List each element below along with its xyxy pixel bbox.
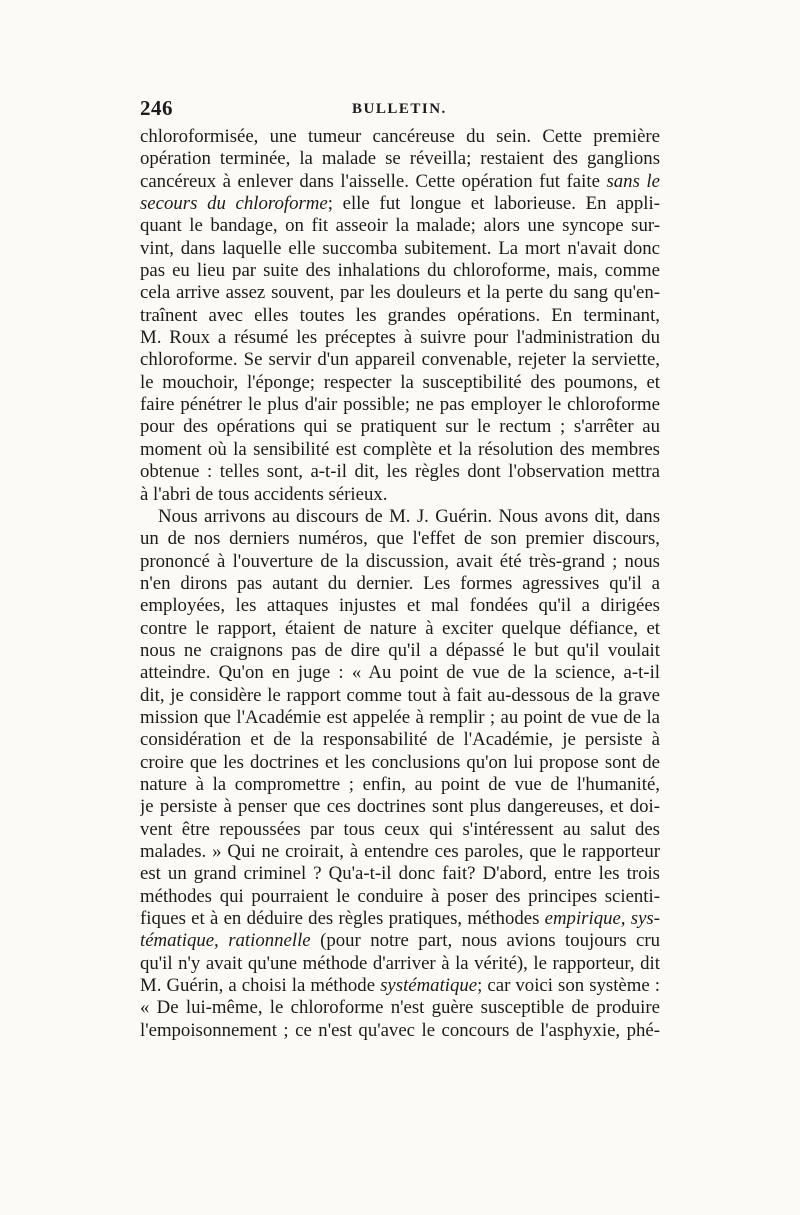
text-span: un de nos derniers numéros, que l'effet de son premier discours,: [140, 528, 660, 550]
text-line: [140, 595, 660, 617]
text-line: [140, 148, 660, 170]
body-text: [140, 126, 660, 1042]
text-span: ; elle fut longue et laborieuse. En appli-: [327, 193, 660, 215]
italic-text: tématique, rationnelle: [140, 930, 311, 952]
text-span: mission que l'Académie est appelée à remplir ; au point de vue de la: [140, 706, 660, 728]
text-line: [140, 640, 660, 662]
text-span: nature à la compromettre ; enfin, au point de vue de l'humanité,: [140, 773, 660, 795]
text-span: qu'il n'y avait qu'une méthode d'arriver à la vérité), le rapporteur, dit: [140, 952, 660, 974]
text-line: [140, 193, 660, 215]
text-line: [140, 372, 660, 394]
text-line: [140, 260, 660, 282]
text-line: [140, 484, 660, 506]
text-line: [140, 975, 660, 997]
text-span: croire que les doctrines et les conclusions qu'on lui propose sont de: [140, 751, 660, 773]
text-span: cela arrive assez souvent, par les douleurs et la perte du sang qu'en-: [140, 282, 660, 304]
text-span: (pour notre part, nous avions toujours cru: [310, 930, 660, 952]
text-line: [140, 819, 660, 841]
text-line: [140, 841, 660, 863]
text-line: [140, 886, 660, 908]
text-span: vint, dans laquelle elle succomba subitement. La mort n'avait donc: [140, 237, 660, 259]
text-line: [140, 506, 660, 528]
text-span: « De lui-même, le chloroforme n'est guère susceptible de produire: [140, 997, 660, 1019]
text-span: pas eu lieu par suite des inhalations du chloroforme, mais, comme: [140, 260, 660, 282]
text-span: atteindre. Qu'on en juge : « Au point de vue de la science, a-t-il: [140, 662, 660, 684]
text-line: [140, 327, 660, 349]
text-line: [140, 573, 660, 595]
text-span: le mouchoir, l'éponge; respecter la susceptibilité des poumons, et: [140, 371, 660, 393]
text-line: [140, 752, 660, 774]
text-line: [140, 416, 660, 438]
text-span: vent être repoussées par tous ceux qui s'intéressent au salut des: [140, 818, 660, 840]
text-span: malades. » Qui ne croirait, à entendre ces paroles, que le rapporteur: [140, 841, 660, 862]
text-span: M. Roux a résumé les préceptes à suivre pour l'administration du: [140, 327, 660, 349]
text-span: contre le rapport, étaient de nature à exciter quelque défiance, et: [140, 617, 660, 639]
text-line: [140, 439, 660, 461]
italic-text: systématique: [380, 975, 478, 997]
page-number: 246: [140, 96, 173, 120]
italic-text: empirique, sys-: [544, 908, 660, 930]
italic-text: sans le: [606, 170, 660, 192]
text-span: M. Guérin, a choisi la méthode: [140, 975, 381, 997]
text-span: opération terminée, la malade se réveilla; restaient des ganglions: [140, 148, 660, 170]
text-line: [140, 1020, 660, 1042]
text-span: fiques et à en déduire des règles pratiques, méthodes: [140, 908, 545, 930]
text-line: [140, 461, 660, 483]
text-line: [140, 394, 660, 416]
text-span: prononcé à l'ouverture de la discussion, avait été très-grand ; nous: [140, 550, 660, 572]
text-span: faire pénétrer le plus d'air possible; ne pas employer le chloroforme: [140, 394, 660, 416]
text-span: dit, je considère le rapport comme tout à fait au-dessous de la grave: [140, 684, 660, 706]
text-line: [140, 953, 660, 975]
text-line: [140, 171, 660, 193]
text-line: [140, 863, 660, 885]
text-line: [140, 930, 660, 952]
text-line: [140, 282, 660, 304]
text-span: nous ne craignons pas de dire qu'il a dépassé le but qu'il voulait: [140, 639, 660, 661]
text-line: [140, 685, 660, 707]
text-span: moment où la sensibilité est complète et la résolution des membres: [140, 438, 660, 460]
text-span: cancéreux à enlever dans l'aisselle. Cette opération fut faite: [140, 170, 607, 192]
text-span: méthodes qui pourraient le conduire à poser des principes scienti-: [140, 885, 660, 907]
text-line: [140, 349, 660, 371]
text-span: obtenue : telles sont, a-t-il dit, les règles dont l'observation mettra: [140, 461, 660, 483]
text-line: [140, 238, 660, 260]
text-span: je persiste à penser que ces doctrines sont plus dangereuses, et doi-: [140, 796, 660, 818]
text-span: n'en dirons pas autant du dernier. Les formes agressives qu'il a: [140, 572, 660, 594]
text-span: à l'abri de tous accidents sérieux.: [140, 483, 388, 505]
running-head: BULLETIN.: [352, 101, 447, 117]
text-span: quant le bandage, on fit asseoir la malade; alors une syncope sur-: [140, 215, 660, 237]
text-span: considération et de la responsabilité de l'Académie, je persiste à: [140, 729, 660, 751]
text-line: [140, 997, 660, 1019]
text-line: [140, 551, 660, 573]
text-span: chloroformisée, une tumeur cancéreuse du sein. Cette première: [140, 126, 660, 147]
text-line: [140, 796, 660, 818]
text-span: pour des opérations qui se pratiquent sur le rectum ; s'arrêter au: [140, 416, 660, 438]
text-line: [140, 126, 660, 148]
text-line: [140, 774, 660, 796]
text-line: [140, 215, 660, 237]
text-span: chloroforme. Se servir d'un appareil convenable, rejeter la serviette,: [140, 349, 660, 371]
text-line: [140, 707, 660, 729]
text-span: Nous arrivons au discours de M. J. Guérin. Nous avons dit, dans: [158, 505, 660, 527]
text-span: l'empoisonnement ; ce n'est qu'avec le concours de l'asphyxie, phé-: [140, 1019, 660, 1041]
text-span: traînent avec elles toutes les grandes opérations. En terminant,: [140, 304, 660, 326]
text-span: ; car voici son système :: [477, 975, 660, 997]
text-line: [140, 618, 660, 640]
text-line: [140, 729, 660, 751]
text-span: est un grand criminel ? Qu'a-t-il donc fait? D'abord, entre les trois: [140, 863, 660, 885]
text-span: employées, les attaques injustes et mal fondées qu'il a dirigées: [140, 595, 660, 617]
italic-text: secours du chloroforme: [140, 193, 328, 215]
text-line: [140, 908, 660, 930]
text-line: [140, 528, 660, 550]
page-header: [140, 96, 660, 124]
text-line: [140, 305, 660, 327]
text-line: [140, 662, 660, 684]
